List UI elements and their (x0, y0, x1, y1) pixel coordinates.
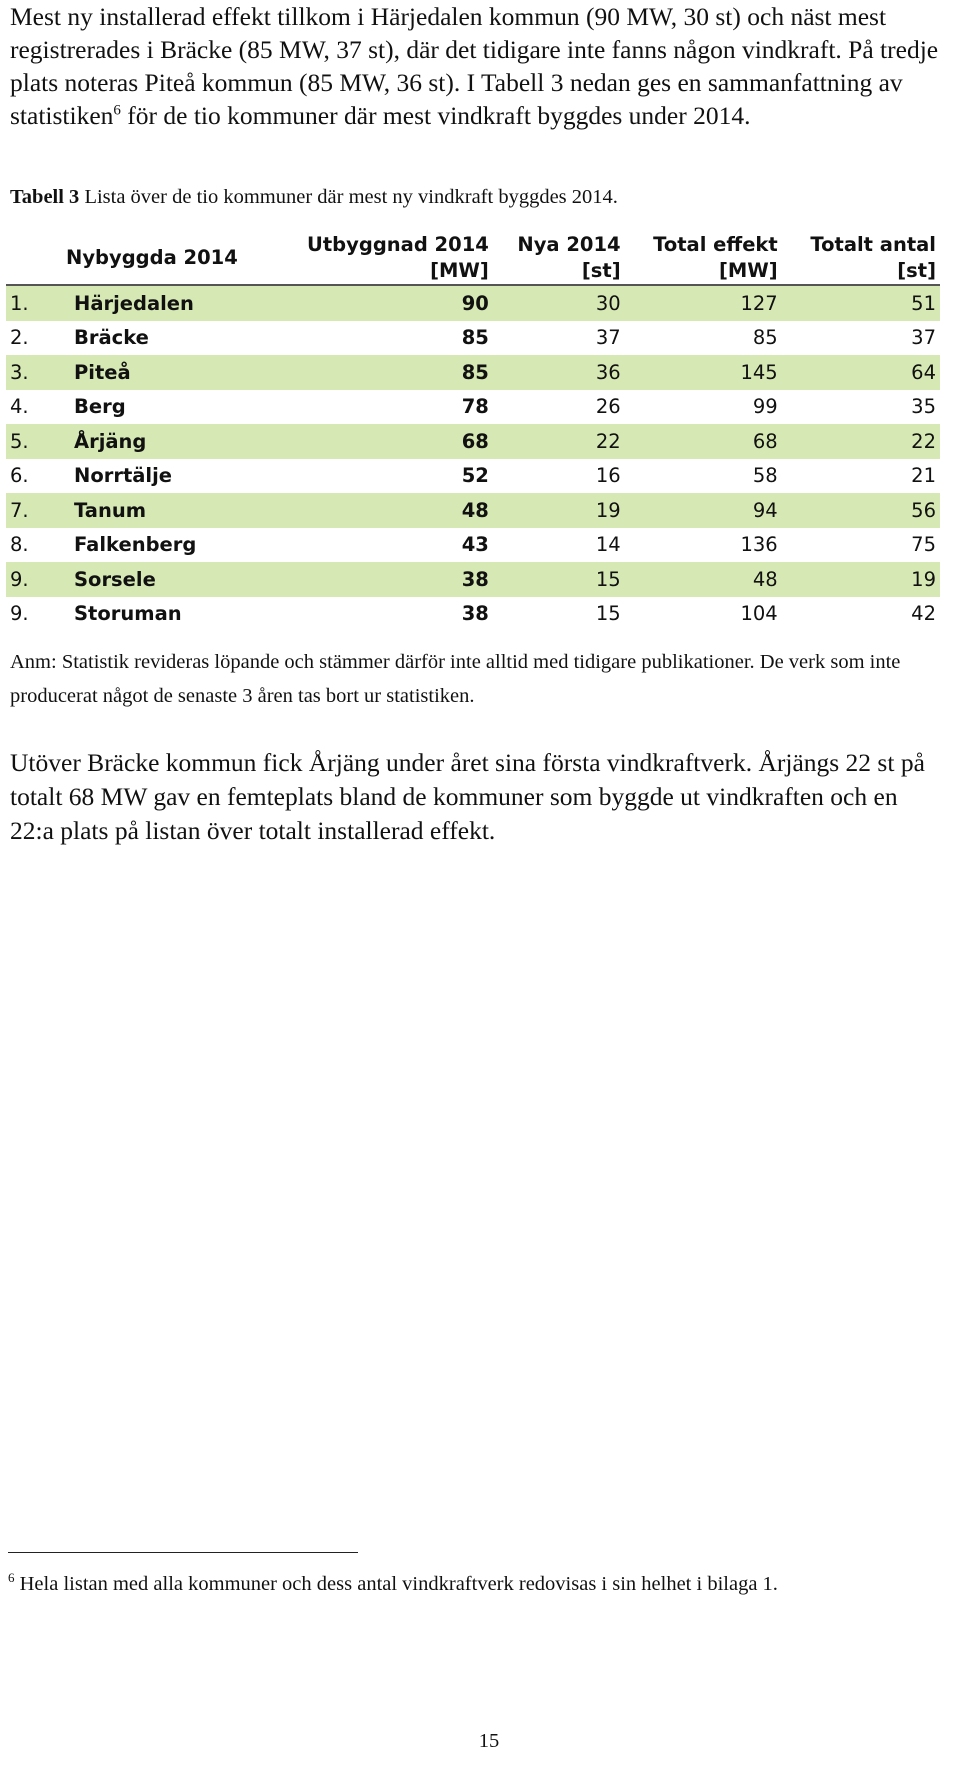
municipality-cell: Storuman (74, 602, 182, 626)
table-row (6, 321, 940, 356)
total-count-cell: 75 (911, 533, 936, 557)
new-2014-cell: 36 (595, 360, 621, 384)
wind-power-table (6, 232, 940, 631)
total-effect-cell: 58 (752, 464, 778, 488)
new-2014-cell: 15 (595, 602, 621, 626)
mw-2014-cell: 48 (461, 498, 489, 522)
total-effect-cell: 99 (752, 395, 778, 419)
table-row (6, 597, 940, 632)
municipality-cell: Härjedalen (74, 291, 194, 315)
rank-cell: 6. (10, 464, 29, 488)
total-effect-cell: 127 (740, 291, 778, 315)
footnote (8, 1564, 938, 1598)
table-row (6, 390, 940, 425)
total-effect-cell: 136 (740, 533, 778, 557)
footnote-divider (8, 1552, 358, 1553)
mw-2014-cell: 68 (461, 429, 489, 453)
header-total-effekt: Total effekt [MW] (653, 233, 778, 282)
table-caption-text: Lista över de tio kommuner där mest ny vindkraft byggdes 2014. (79, 186, 618, 208)
total-count-cell: 19 (911, 567, 936, 591)
new-2014-cell: 22 (595, 429, 621, 453)
total-count-cell: 56 (911, 498, 936, 522)
table-header-row (6, 232, 940, 285)
total-count-cell: 42 (911, 602, 936, 626)
new-2014-cell: 14 (595, 533, 621, 557)
table-row (6, 493, 940, 528)
rank-cell: 4. (10, 395, 29, 419)
total-count-cell: 51 (911, 291, 936, 315)
total-effect-cell: 85 (752, 326, 778, 350)
mw-2014-cell: 85 (461, 326, 489, 350)
table-row (6, 424, 940, 459)
mw-2014-cell: 52 (461, 464, 489, 488)
total-effect-cell: 94 (752, 498, 778, 522)
mw-2014-cell: 43 (461, 533, 489, 557)
intro-paragraph (10, 0, 940, 132)
new-2014-cell: 16 (595, 464, 621, 488)
table-row (6, 285, 940, 321)
rank-cell: 8. (10, 533, 29, 557)
total-effect-cell: 104 (740, 602, 778, 626)
table-caption (10, 186, 618, 209)
table-row (6, 459, 940, 494)
mw-2014-cell: 90 (461, 291, 489, 315)
rank-cell: 7. (10, 498, 29, 522)
municipality-cell: Berg (74, 395, 126, 419)
footnote-reference: 6 (113, 102, 121, 119)
footnote-number: 6 (8, 1570, 15, 1585)
page-number: 15 (478, 1730, 500, 1752)
total-effect-cell: 145 (740, 360, 778, 384)
total-effect-cell: 48 (752, 567, 778, 591)
table-row (6, 355, 940, 390)
municipality-cell: Tanum (74, 498, 147, 522)
municipality-cell: Bräcke (74, 326, 149, 350)
mw-2014-cell: 38 (461, 567, 489, 591)
total-effect-cell: 68 (752, 429, 778, 453)
header-nya: Nya 2014 [st] (517, 233, 621, 282)
table-row (6, 562, 940, 597)
municipality-cell: Årjäng (74, 429, 147, 453)
new-2014-cell: 19 (595, 498, 621, 522)
rank-cell: 2. (10, 326, 29, 350)
table-row (6, 528, 940, 563)
intro-text-1: Mest ny installerad effekt tillkom i Härjedalen kommun (90 MW, 30 st) och näst mest registrerades i Bräcke (85 MW, 37 st), där det tidigare inte fanns någon vindkraft. På tredje plats noteras Piteå kommun (85 MW, 36 st). I Tabell 3 nedan ges en sammanfattning av statistiken (10, 2, 939, 130)
mw-2014-cell: 78 (461, 395, 489, 419)
total-count-cell: 37 (911, 326, 936, 350)
mw-2014-cell: 85 (461, 360, 489, 384)
municipality-cell: Sorsele (74, 567, 156, 591)
total-count-cell: 22 (911, 429, 936, 453)
header-nybyggda: Nybyggda 2014 (66, 246, 238, 269)
new-2014-cell: 37 (595, 326, 621, 350)
header-totalt-antal: Totalt antal [st] (810, 233, 936, 282)
header-utbyggnad: Utbyggnad 2014 [MW] (307, 233, 489, 282)
total-count-cell: 35 (911, 395, 936, 419)
footnote-text: Hela listan med alla kommuner och dess antal vindkraftverk redovisas i sin helhet i bilaga 1. (14, 1572, 778, 1595)
municipality-cell: Norrtälje (74, 464, 173, 488)
table-caption-label: Tabell 3 (10, 186, 80, 208)
municipality-cell: Falkenberg (74, 533, 197, 557)
rank-cell: 5. (10, 429, 29, 453)
body-paragraph: Utöver Bräcke kommun fick Årjäng under året sina första vindkraftverk. Årjängs 22 st på totalt 68 MW gav en femteplats bland de kommuner som byggde ut vindkraften och en 22:a plats på listan över totalt installerad effekt. (10, 748, 925, 845)
rank-cell: 9. (10, 567, 29, 591)
table-note: Anm: Statistik revideras löpande och stämmer därför inte alltid med tidigare publikationer. De verk som inte producerat något de senaste 3 åren tas bort ur statistiken. (10, 651, 901, 707)
rank-cell: 9. (10, 602, 29, 626)
intro-text-2: för de tio kommuner där mest vindkraft byggdes under 2014. (120, 101, 751, 130)
new-2014-cell: 15 (595, 567, 621, 591)
rank-cell: 1. (10, 291, 29, 315)
rank-cell: 3. (10, 360, 29, 384)
municipality-cell: Piteå (74, 360, 131, 384)
new-2014-cell: 30 (595, 291, 621, 315)
total-count-cell: 21 (911, 464, 936, 488)
mw-2014-cell: 38 (461, 602, 489, 626)
total-count-cell: 64 (911, 360, 936, 384)
table-body (6, 285, 940, 631)
new-2014-cell: 26 (595, 395, 621, 419)
